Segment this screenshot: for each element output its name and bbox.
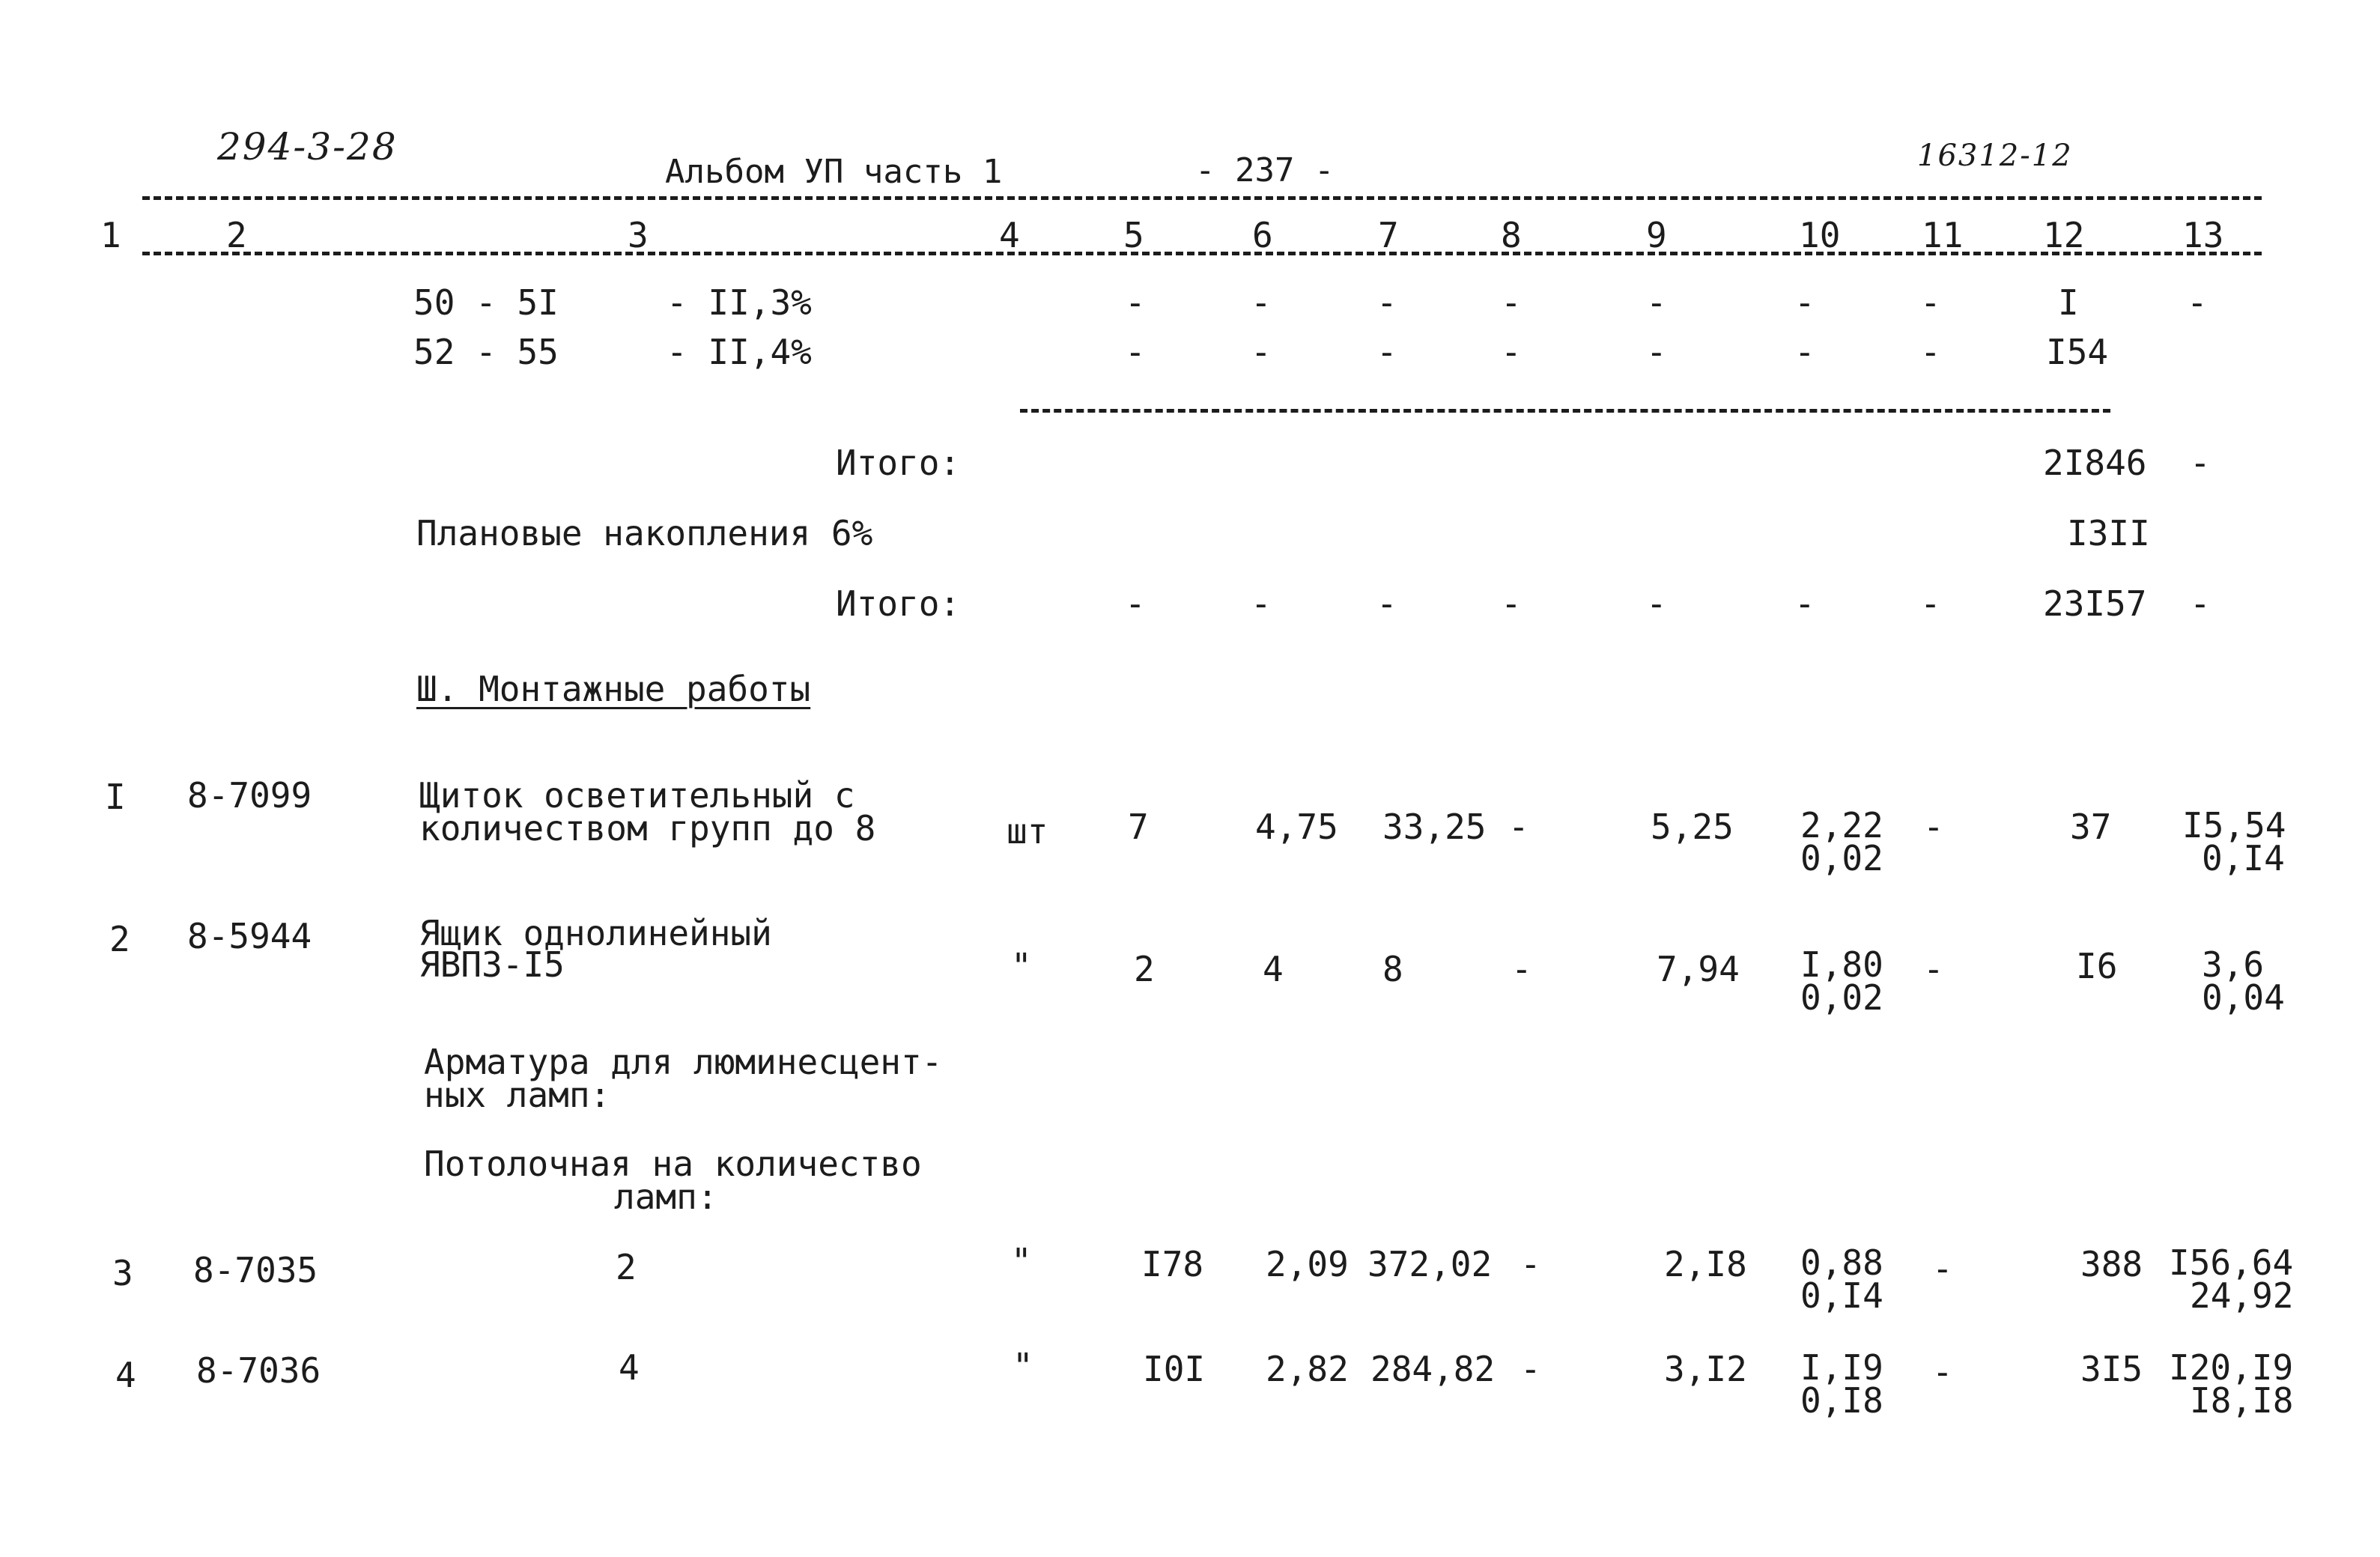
document-code-handwritten: 294-3-28 — [217, 125, 398, 169]
planned-savings-label: Плановые накопления 6% — [416, 513, 873, 553]
col-11: 11 — [1922, 215, 1964, 255]
col-4: 4 — [999, 215, 1020, 255]
col-13: 13 — [2182, 215, 2224, 255]
header-rule-top — [142, 196, 2262, 200]
ceiling-heading: Потолочная на количество — [424, 1144, 922, 1184]
header-rule-bottom — [142, 252, 2262, 255]
col-2: 2 — [226, 215, 247, 255]
subtotal-value: 2I846 — [2043, 443, 2147, 483]
col-7: 7 — [1378, 215, 1399, 255]
col-1: 1 — [100, 215, 121, 255]
fixture-heading-cont: ных ламп: — [424, 1075, 611, 1115]
album-title: Альбом УП часть 1 — [665, 153, 1003, 191]
col-10: 10 — [1799, 215, 1841, 255]
planned-savings-value: I3II — [2067, 513, 2150, 553]
col-3: 3 — [628, 215, 649, 255]
col-6: 6 — [1252, 215, 1273, 255]
section-title: Ш. Монтажные работы — [416, 669, 811, 709]
col-12: 12 — [2043, 215, 2085, 255]
document-number-handwritten: 16312-12 — [1917, 139, 2073, 173]
fixture-heading: Арматура для люминесцент- — [424, 1042, 943, 1082]
subtotal-label: Итого: — [836, 443, 961, 483]
ceiling-heading-cont: ламп: — [614, 1177, 718, 1217]
subtotal-rule — [1020, 409, 2110, 413]
col-8: 8 — [1501, 215, 1522, 255]
total-value: 23I57 — [2043, 583, 2147, 624]
col-5: 5 — [1123, 215, 1144, 255]
page-number: - 237 - — [1195, 151, 1335, 189]
col-9: 9 — [1646, 215, 1667, 255]
